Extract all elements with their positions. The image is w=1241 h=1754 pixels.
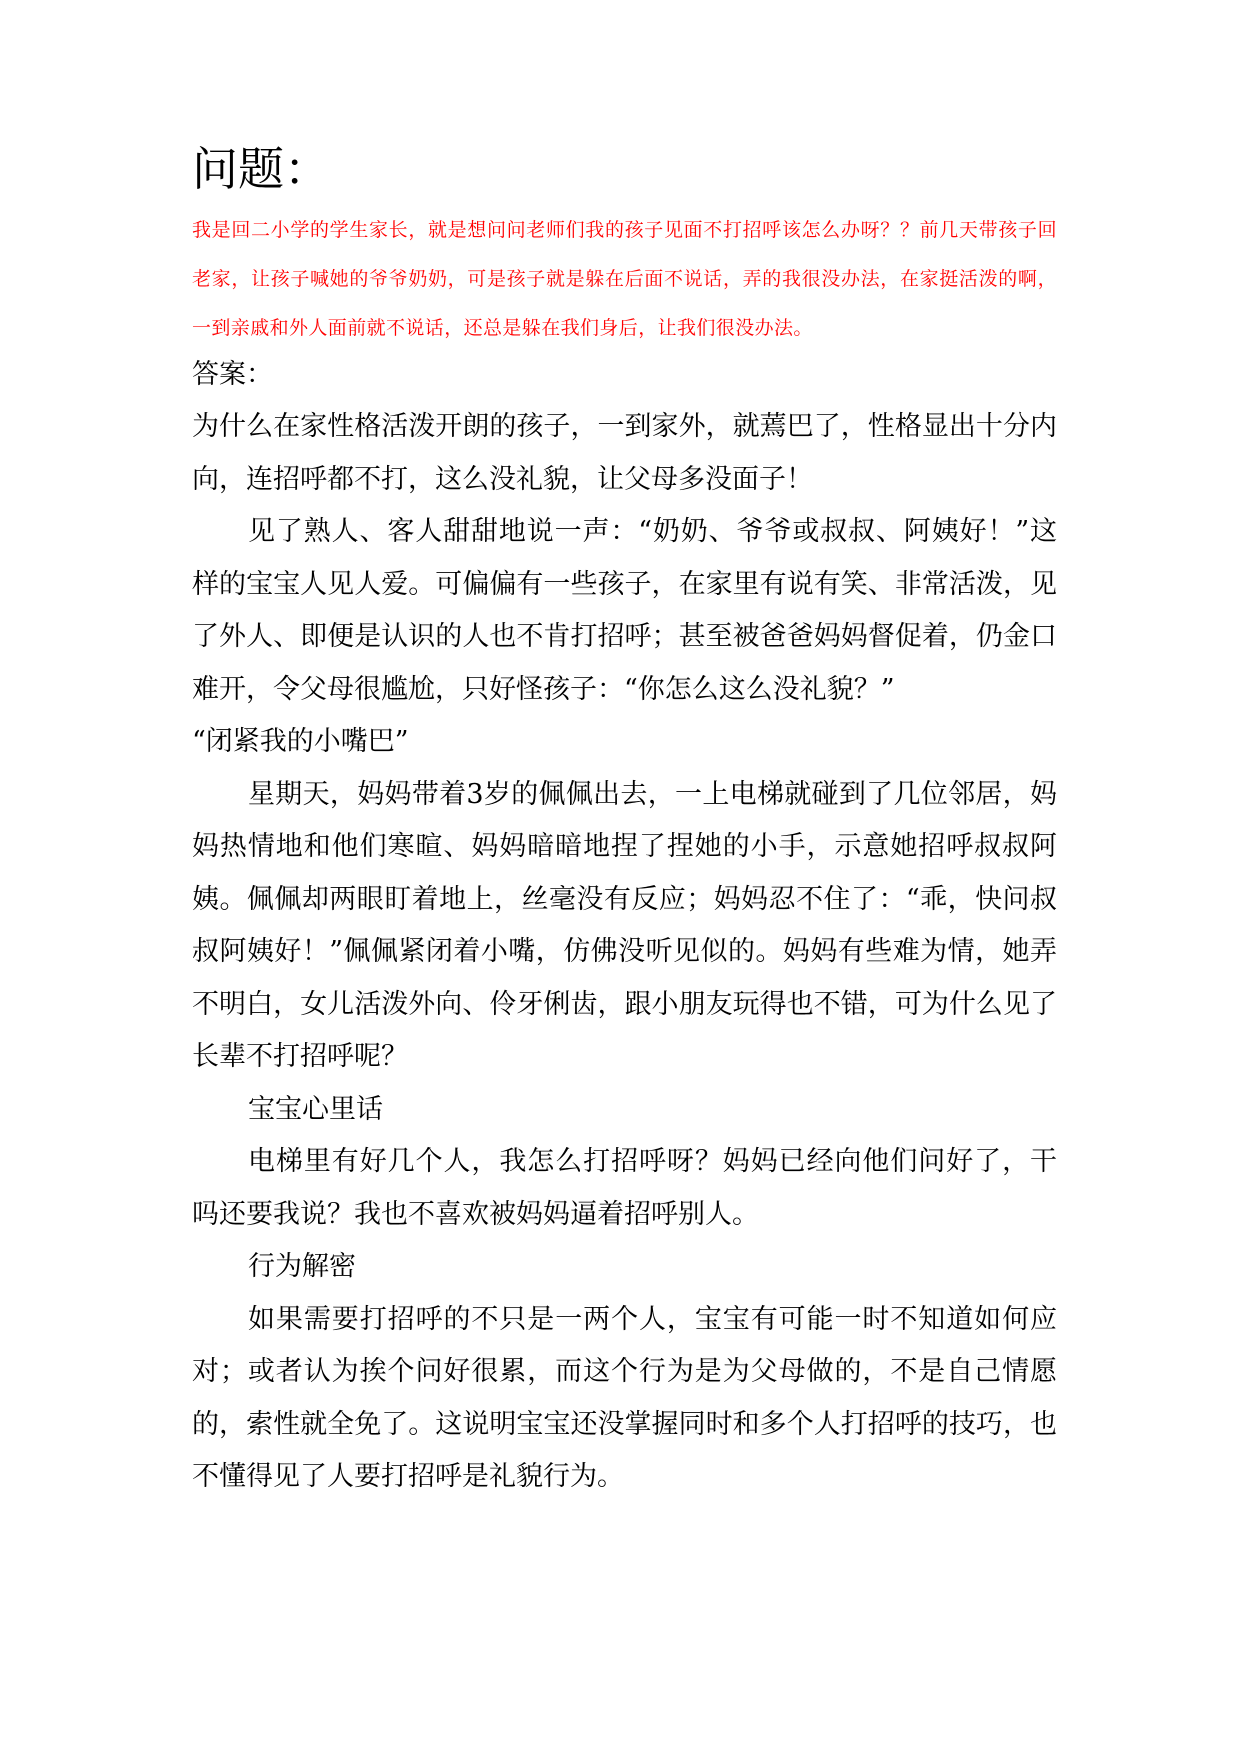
answer-paragraph-story: 星期天，妈妈带着3岁的佩佩出去，一上电梯就碰到了几位邻居，妈妈热情地和他们寒暄、妈妈暗暗地捏了捏她的小手，示意她招呼叔叔阿姨。佩佩却两眼盯着地上，丝毫没有反应；妈妈忍不住了：“乖，快问叔叔阿姨好！”佩佩紧闭着小嘴，仿佛没听见似的。妈妈有些难为情，她弄不明白，女儿活泼外向、伶牙俐齿，跟小朋友玩得也不错，可为什么见了长辈不打招呼呢？ [192,778,1057,1072]
answer-paragraph-behavior: 如果需要打招呼的不只是一两个人，宝宝有可能一时不知道如何应对；或者认为挨个问好很累，而这个行为是为父母做的，不是自己情愿的，索性就全免了。这说明宝宝还没掌握同时和多个人打招呼的技巧，也不懂得见了人要打招呼是礼貌行为。 [192,1303,1057,1492]
answer-paragraph-greeting: 见了熟人、客人甜甜地说一声：“奶奶、爷爷或叔叔、阿姨好！”这样的宝宝人见人爱。可偏偏有一些孩子，在家里有说有笑、非常活泼，见了外人、即便是认识的人也不肯打招呼；甚至被爸爸妈妈督促着，仍金口难开，令父母很尴尬，只好怪孩子：“你怎么这么没礼貌？” [192,516,1057,705]
question-text: 我是回二小学的学生家长，就是想问问老师们我的孩子见面不打招呼该怎么办呀？？前几天带孩子回老家，让孩子喊她的爷爷奶奶，可是孩子就是躲在后面不说话，弄的我很没办法，在家挺活泼的啊，一到亲戚和外人面前就不说话，还总是躲在我们身后，让我们很没办法。 [192,219,1057,339]
section-heading-baby-words: 宝宝心里话 [248,1093,383,1125]
question-heading: 问题： [192,142,330,196]
section-heading-close-mouth: “闭紧我的小嘴巴” [192,726,409,757]
section-heading-behavior: 行为解密 [248,1251,356,1282]
answer-heading: 答案： [192,359,273,390]
document-page [192,138,1057,1504]
answer-paragraph-baby-words: 电梯里有好几个人，我怎么打招呼呀？妈妈已经向他们问好了，干吗还要我说？我也不喜欢被妈妈逼着招呼别人。 [192,1146,1057,1230]
answer-paragraph-intro: 为什么在家性格活泼开朗的孩子，一到家外，就蔫巴了，性格显出十分内向，连招呼都不打，这么没礼貌，让父母多没面子！ [192,411,1057,495]
